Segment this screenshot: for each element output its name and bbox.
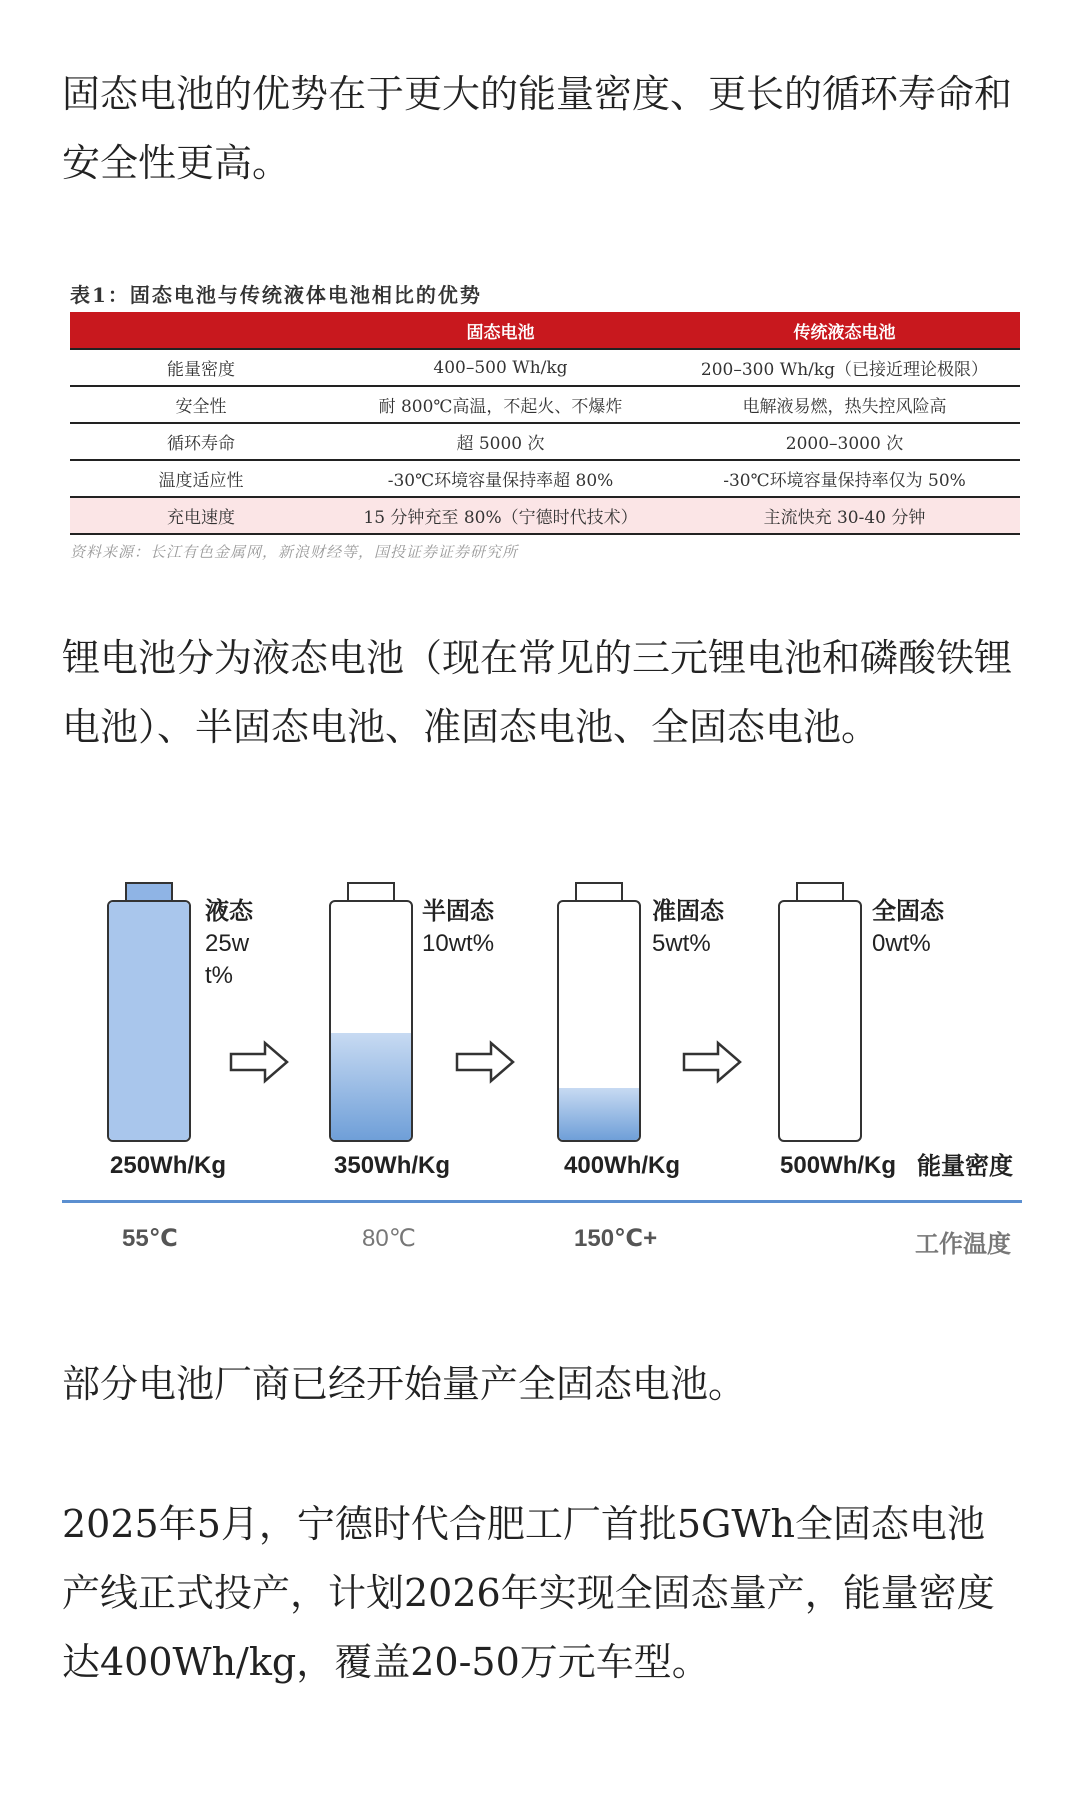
battery-wt: 10wt% <box>422 930 495 957</box>
battery-fill <box>331 1033 411 1140</box>
energy-density-axis-label: 能量密度 <box>917 1153 1013 1180</box>
table-source: 资料来源：长江有色金属网，新浪财经等，国投证券证券研究所 <box>70 543 519 561</box>
table-header-cell <box>70 312 332 349</box>
table-cell: 超 5000 次 <box>332 423 669 460</box>
paragraph-battery-types: 锂电池分为液态电池（现在常见的三元锂电池和磷酸铁锂电池）、半固态电池、准固态电池、全固态电池。 <box>62 636 1013 749</box>
table-cell: 15 分钟充至 80%（宁德时代技术） <box>332 497 669 534</box>
temperature-axis-label: 工作温度 <box>915 1231 1011 1258</box>
comparison-table <box>70 312 1020 535</box>
arrow-right-icon <box>455 1040 515 1084</box>
energy-density-value: 350Wh/Kg <box>334 1152 451 1179</box>
axis-line <box>62 1200 1022 1203</box>
table-cell: 400–500 Wh/kg <box>332 349 669 386</box>
table-cell: 电解液易燃，热失控风险高 <box>669 386 1020 423</box>
paragraph-mass-production: 部分电池厂商已经开始量产全固态电池。 <box>62 1362 747 1406</box>
comparison-table-figure <box>70 278 1020 562</box>
table-header-cell: 固态电池 <box>332 312 669 349</box>
battery-label-semi-solid <box>422 896 494 960</box>
paragraph-catl-news: 2025年5月，宁德时代合肥工厂首批5GWh全固态电池产线正式投产，计划2026年实现全固态量产，能量密度达400Wh/kg，覆盖20-50万元车型。 <box>62 1502 995 1684</box>
table-cell: 循环寿命 <box>70 423 332 460</box>
battery-body <box>107 900 191 1142</box>
table-cell: 耐 800℃高温，不起火、不爆炸 <box>332 386 669 423</box>
battery-fill <box>109 902 189 1140</box>
battery-fill <box>559 1088 639 1140</box>
table-header-row <box>70 312 1020 349</box>
table-cell: 200–300 Wh/kg（已接近理论极限） <box>669 349 1020 386</box>
table-cell: 能量密度 <box>70 349 332 386</box>
battery-body <box>778 900 862 1142</box>
table-cell: 2000–3000 次 <box>669 423 1020 460</box>
table-row <box>70 349 1020 386</box>
table-cell: 安全性 <box>70 386 332 423</box>
temperature-value: 80℃ <box>362 1225 416 1252</box>
battery-label-quasi-solid <box>652 896 724 960</box>
energy-density-value: 250Wh/Kg <box>110 1152 227 1179</box>
table-cell: -30℃环境容量保持率超 80% <box>332 460 669 497</box>
table-header-cell: 传统液态电池 <box>669 312 1020 349</box>
battery-state: 准固态 <box>652 898 724 925</box>
battery-wt: 0wt% <box>872 930 931 957</box>
battery-types-diagram <box>62 860 1022 1280</box>
battery-label-all-solid <box>872 896 944 960</box>
table-row <box>70 497 1020 534</box>
table-title: 表1：固态电池与传统液体电池相比的优势 <box>70 283 482 307</box>
arrow-right-icon <box>682 1040 742 1084</box>
energy-density-value: 500Wh/Kg <box>780 1152 897 1179</box>
table-cell: 温度适应性 <box>70 460 332 497</box>
battery-state: 半固态 <box>422 898 494 925</box>
battery-body <box>329 900 413 1142</box>
battery-state: 液态 <box>205 898 253 925</box>
arrow-right-icon <box>229 1040 289 1084</box>
battery-body <box>557 900 641 1142</box>
table-cell: 充电速度 <box>70 497 332 534</box>
table-row <box>70 423 1020 460</box>
battery-wt: 5wt% <box>652 930 711 957</box>
battery-label-liquid <box>205 896 257 992</box>
energy-density-value: 400Wh/Kg <box>564 1152 681 1179</box>
table-row <box>70 386 1020 423</box>
battery-wt: 25wt% <box>205 930 250 989</box>
paragraph-advantages: 固态电池的优势在于更大的能量密度、更长的循环寿命和安全性更高。 <box>62 72 1013 185</box>
temperature-value: 150℃+ <box>574 1225 658 1252</box>
table-row <box>70 460 1020 497</box>
temperature-value: 55℃ <box>122 1225 178 1252</box>
battery-state: 全固态 <box>872 898 944 925</box>
table-cell: -30℃环境容量保持率仅为 50% <box>669 460 1020 497</box>
table-cell: 主流快充 30-40 分钟 <box>669 497 1020 534</box>
